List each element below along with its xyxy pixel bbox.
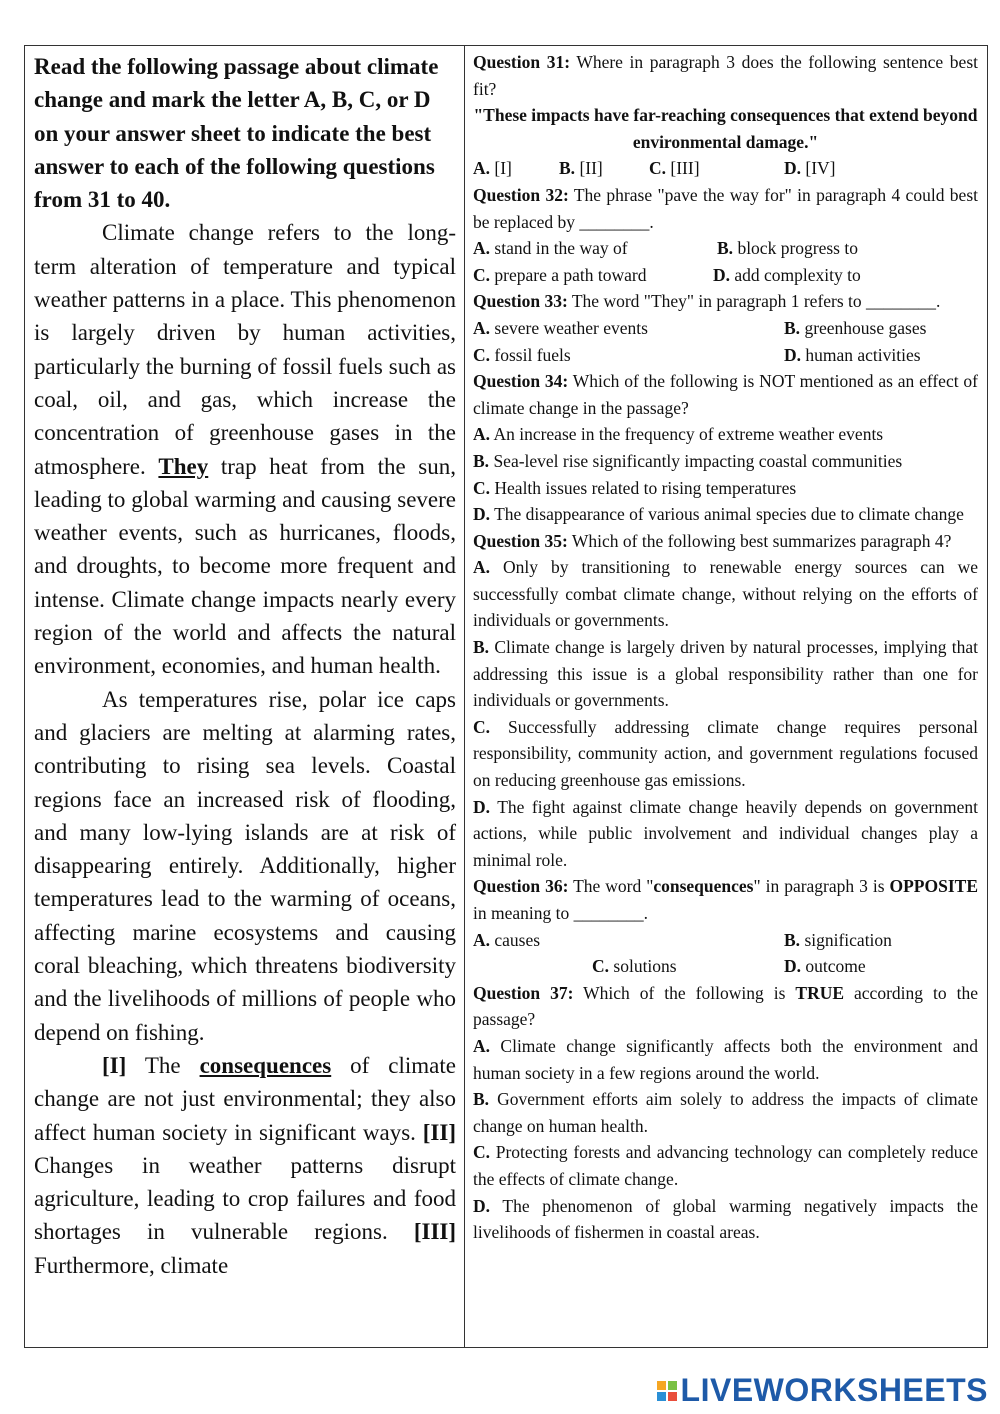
worksheet-table [24,45,988,1348]
option-c[interactable]: C. solutions [592,956,677,977]
option-b[interactable]: B. Sea-level rise significantly impacting coastal communities [473,450,903,471]
question-36: Question 36: The word "consequences" in paragraph 3 is OPPOSITE in meaning to ________. [473,876,978,923]
question-32-options-row-2 [473,262,978,289]
option-a[interactable]: A. severe weather events [473,317,648,338]
underlined-consequences: consequences [199,1052,332,1078]
option-d[interactable]: D. The fight against climate change heavily depends on government actions, while public involvement and individual changes play a minimal role. [473,796,978,870]
option-c[interactable]: C. Successfully addressing climate change requires personal responsibility, community action, and government regulations focused on reducing greenhouse gas emissions. [473,716,978,791]
option-b[interactable]: B. Climate change is largely driven by natural processes, implying that addressing this issue is a global responsibility rather than one for individuals or governments. [473,637,979,711]
question-37: Question 37: Which of the following is TRUE according to the passage? [473,982,978,1030]
option-a[interactable]: A. [I] [473,158,512,179]
underlined-they: They [158,453,209,479]
marker-2: [II] [422,1119,456,1145]
option-b[interactable]: B. [II] [559,158,603,179]
option-d[interactable]: D. [IV] [784,158,836,179]
question-32: Question 32: The phrase "pave the way for" in paragraph 4 could best be replaced by ________. [473,184,978,232]
marker-3: [III] [413,1219,456,1245]
option-a[interactable]: A. An increase in the frequency of extreme weather events [473,424,884,445]
marker-1: [I] [102,1052,127,1078]
question-36-options-row-2 [473,953,978,980]
option-d[interactable]: D. The disappearance of various animal species due to climate change [473,504,964,525]
option-a[interactable]: A. causes [473,929,541,950]
option-d[interactable]: D. add complexity to [713,264,861,285]
logo-icon [657,1381,677,1401]
option-c[interactable]: C. fossil fuels [473,344,571,365]
option-a[interactable]: A. Climate change significantly affects both the environment and human society in a few regions around the world. [473,1035,979,1083]
option-a[interactable]: A. Only by transitioning to renewable energy sources can we successfully combat climate change, without relying on the efforts of individuals or governments. [473,557,979,631]
liveworksheets-logo[interactable] [657,1372,988,1409]
question-31-quote: "These impacts have far-reaching consequences that extend beyond environmental damage." [473,105,978,152]
question-33: Question 33: The word "They" in paragraph 1 refers to ________. [473,291,941,312]
option-c[interactable]: C. [III] [649,158,700,179]
option-a[interactable]: A. stand in the way of [473,238,628,259]
paragraph-3: [I] The consequences of climate change are not just environmental; they also affect human society in significant ways. [II] Changes in weather patterns disrupt agriculture, leading to crop failures and food shortages in vulnerable regions. [III] Furthermore, climate [34,1052,456,1278]
question-33-options-row-1 [473,315,978,342]
option-d[interactable]: D. The phenomenon of global warming negatively impacts the livelihoods of fishermen in coastal areas. [473,1195,978,1243]
question-33-options-row-2 [473,342,978,369]
option-c[interactable]: C. Protecting forests and advancing technology can completely reduce the effects of climate change. [473,1142,978,1189]
paragraph-1: Climate change refers to the long-term alteration of temperature and typical weather patterns in a place. This phenomenon is largely driven by human activities, particularly the burning of fossil fuels such as coal, oil, and gas, which increase the concentration of greenhouse gases in the atmosphere. They trap heat from the sun, leading to global warming and causing severe weather events, such as hurricanes, floods, and droughts, to become more frequent and intense. Climate change impacts nearly every region of the world and affects the natural environment, economies, and human health. [34,220,456,679]
option-b[interactable]: B. block progress to [717,238,858,259]
option-b[interactable]: B. signification [784,929,892,950]
paragraph-2: As temperatures rise, polar ice caps and glaciers are melting at alarming rates, contributing to rising sea levels. Coastal regions face an increased risk of flooding, and many low-lying islands are at risk of disappearing entirely. Additionally, higher temperatures lead to the warming of oceans, affecting marine ecosystems and causing coral bleaching, which threatens biodiversity and the livelihoods of millions of people who depend on fishing. [34,686,456,1045]
passage-column [25,46,465,1347]
question-36-options-row-1 [473,927,978,954]
option-b[interactable]: B. Government efforts aim solely to address the impacts of climate change on human health. [473,1089,979,1136]
option-d[interactable]: D. outcome [784,956,866,977]
brand-name: LIVEWORKSHEETS [680,1372,988,1408]
instructions: Read the following passage about climate change and mark the letter A, B, C, or D on your answer sheet to indicate the best answer to each of the following questions from 31 to 40. [34,54,439,213]
option-c[interactable]: C. prepare a path toward [473,264,647,285]
question-32-options-row-1 [473,235,978,262]
option-c[interactable]: C. Health issues related to rising temperatures [473,477,797,498]
questions-column [465,46,987,1347]
question-31-options [473,155,978,182]
question-34: Question 34: Which of the following is NOT mentioned as an effect of climate change in the passage? [473,371,978,418]
question-35: Question 35: Which of the following best summarizes paragraph 4? [473,530,952,551]
option-b[interactable]: B. greenhouse gases [784,317,927,338]
question-31: Question 31: Where in paragraph 3 does the following sentence best fit? [473,52,978,99]
option-d[interactable]: D. human activities [784,344,921,365]
